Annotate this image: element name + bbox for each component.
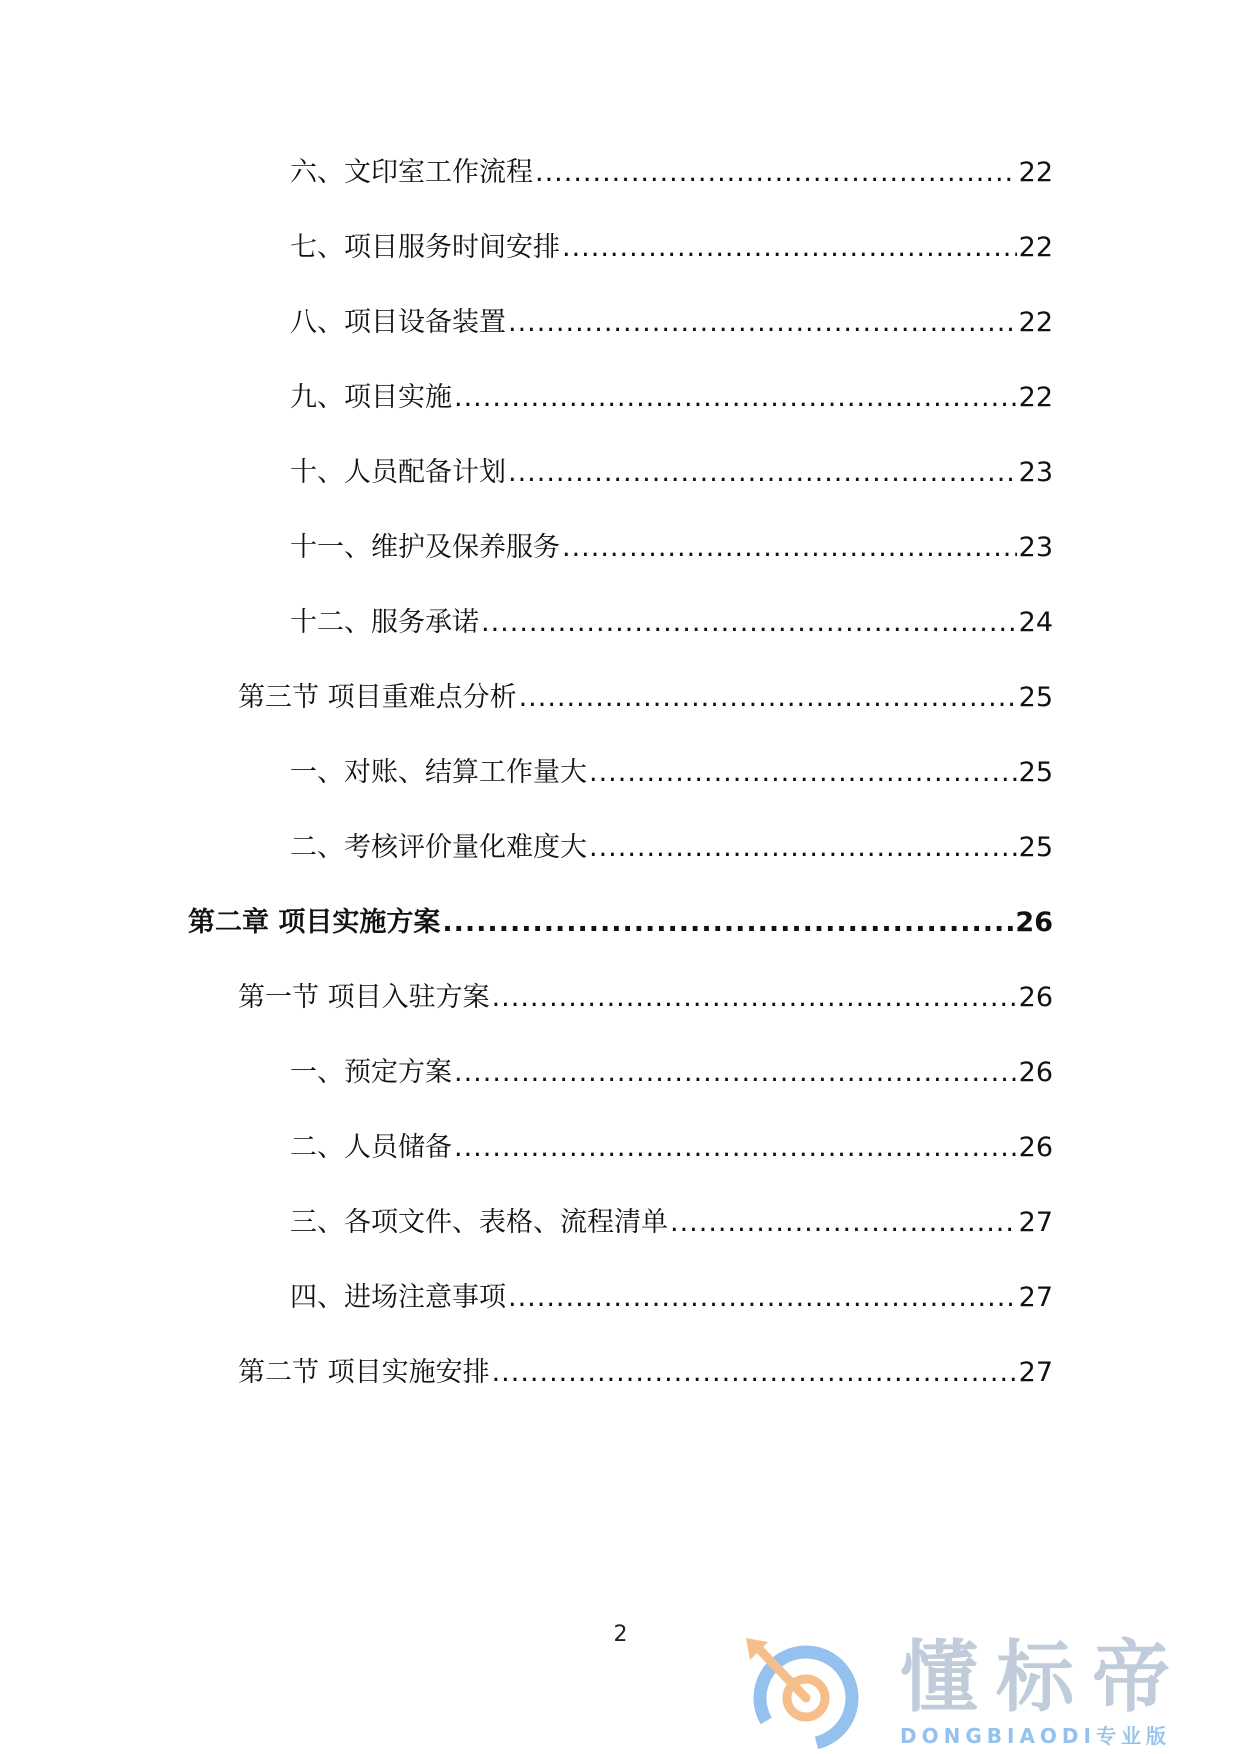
toc-entry[interactable] [290,155,1053,191]
toc-entry[interactable] [290,605,1053,641]
toc-entry-page: 25 [1018,682,1053,713]
toc-entry-page: 26 [1018,1057,1053,1088]
toc-dot-leader [519,680,1017,716]
toc-entry-title: 四、进场注意事项 [290,1282,506,1313]
toc-entry[interactable] [290,1055,1053,1091]
toc-entry-page: 23 [1018,457,1053,488]
toc-entry-title: 十一、维护及保养服务 [290,532,560,563]
toc-dot-leader [454,1130,1017,1166]
toc-dot-leader [670,1205,1017,1241]
toc-dot-leader [508,1280,1017,1316]
toc-entry-title: 八、项目设备装置 [290,307,506,338]
toc-entry-page: 25 [1018,832,1053,863]
toc-entry-title: 一、对账、结算工作量大 [290,757,587,788]
toc-entry[interactable] [290,1205,1053,1241]
toc-entry[interactable] [290,1130,1053,1166]
toc-entry-title: 六、文印室工作流程 [290,157,533,188]
toc-entry[interactable] [290,305,1053,341]
toc-chapter-entry[interactable] [188,905,1053,941]
toc-entry[interactable] [290,380,1053,416]
toc-entry-page: 27 [1018,1207,1053,1238]
toc-dot-leader [492,980,1017,1016]
toc-entry[interactable] [290,455,1053,491]
toc-dot-leader [492,1355,1017,1391]
toc-section-entry[interactable] [238,680,1053,716]
toc-entry-page: 27 [1018,1282,1053,1313]
toc-entry-title: 九、项目实施 [290,382,452,413]
toc-entry-page: 27 [1018,1357,1053,1388]
toc-entry-page: 26 [1015,907,1053,938]
toc-section-entry[interactable] [238,980,1053,1016]
toc-entry-title: 二、人员储备 [290,1132,452,1163]
watermark [740,1632,1230,1750]
toc-entry-title: 十、人员配备计划 [290,457,506,488]
toc-entry-title: 第一节 项目入驻方案 [238,982,490,1013]
toc-entry-page: 23 [1018,532,1053,563]
toc-dot-leader [481,605,1017,641]
toc-entry[interactable] [290,230,1053,266]
toc-entry-page: 22 [1018,382,1053,413]
toc-entry-page: 22 [1018,232,1053,263]
toc-dot-leader [535,155,1017,191]
toc-dot-leader [589,755,1017,791]
toc-section-entry[interactable] [238,1355,1053,1391]
toc-entry-title: 十二、服务承诺 [290,607,479,638]
toc-dot-leader [508,455,1017,491]
toc-entry[interactable] [290,1280,1053,1316]
toc-entry-page: 26 [1018,982,1053,1013]
toc-entry-page: 26 [1018,1132,1053,1163]
toc-entry[interactable] [290,530,1053,566]
toc-entry-title: 一、预定方案 [290,1057,452,1088]
toc-dot-leader [562,230,1017,266]
toc-dot-leader [562,530,1017,566]
toc-entry-page: 24 [1018,607,1053,638]
toc-entry-page: 22 [1018,307,1053,338]
watermark-subtitle: DONGBIAODI专业版 [900,1724,1171,1748]
toc-entry-title: 第二节 项目实施安排 [238,1357,490,1388]
toc-dot-leader [589,830,1017,866]
toc-entry-title: 第二章 项目实施方案 [188,907,441,938]
toc-entry-title: 七、项目服务时间安排 [290,232,560,263]
toc-dot-leader [442,905,1013,941]
toc-entry-title: 二、考核评价量化难度大 [290,832,587,863]
page-number: 2 [613,1622,628,1647]
toc-entry[interactable] [290,755,1053,791]
toc-dot-leader [454,380,1017,416]
watermark-brand: 懂标帝 [900,1633,1189,1723]
toc-entry[interactable] [290,830,1053,866]
target-logo-icon [740,1632,870,1750]
toc-dot-leader [454,1055,1017,1091]
toc-dot-leader [508,305,1017,341]
toc-entry-title: 三、各项文件、表格、流程清单 [290,1207,668,1238]
toc-entry-title: 第三节 项目重难点分析 [238,682,517,713]
toc-entry-page: 22 [1018,157,1053,188]
toc-entry-page: 25 [1018,757,1053,788]
